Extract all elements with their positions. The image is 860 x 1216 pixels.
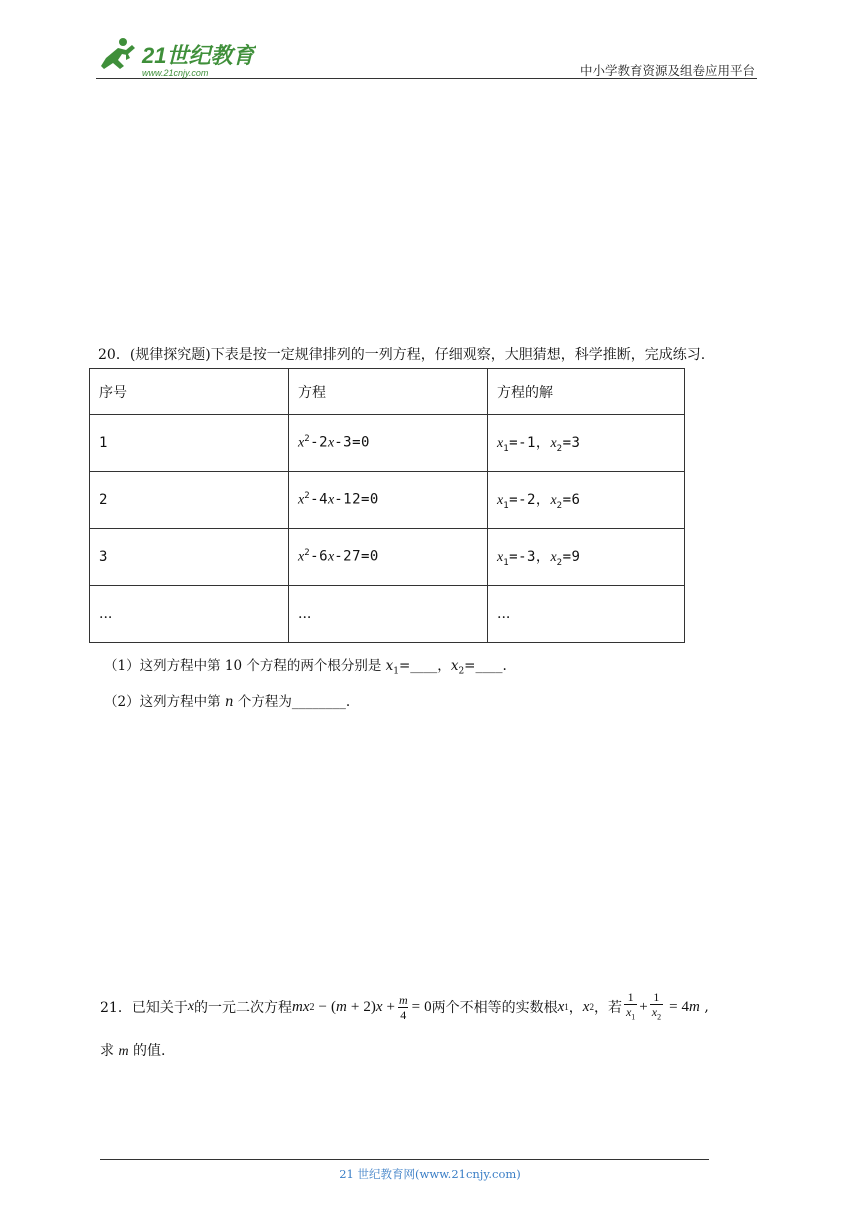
row-solution: ... bbox=[488, 586, 685, 643]
table-row bbox=[90, 472, 685, 529]
question-20-part-2: （2）这列方程中第 n 个方程为________. bbox=[104, 694, 351, 710]
row-equation: $x^2-2x-3=0$ bbox=[289, 415, 488, 472]
row-index: 2 bbox=[90, 472, 289, 529]
header-solution: 方程的解 bbox=[488, 369, 685, 415]
logo-url: www.21cnjy.com bbox=[142, 68, 209, 78]
logo-text: 21世纪教育 bbox=[142, 43, 255, 68]
header-equation: 方程 bbox=[289, 369, 488, 415]
table-row bbox=[90, 586, 685, 643]
table-header-row bbox=[90, 369, 685, 415]
header-divider bbox=[96, 78, 757, 79]
row-solution: $x_1=-2$，$x_2=6$ bbox=[488, 472, 685, 529]
header-slogan: 中小学教育资源及组卷应用平台 bbox=[579, 63, 755, 78]
row-index: 3 bbox=[90, 529, 289, 586]
header-index: 序号 bbox=[90, 369, 289, 415]
row-equation: $x^2-6x-27=0$ bbox=[289, 529, 488, 586]
site-logo bbox=[96, 36, 256, 80]
footer-divider bbox=[100, 1159, 709, 1160]
row-equation: ... bbox=[289, 586, 488, 643]
question-20-stem: 20．(规律探究题)下表是按一定规律排列的一列方程，仔细观察，大胆猜想，科学推断，完成练习. bbox=[98, 347, 706, 363]
reciprocal-sum-condition: $\frac{1}{x_1}$ + $\frac{1}{x_2}$ = 4 m bbox=[622, 990, 700, 1024]
row-solution: $x_1=-1$，$x_2=3$ bbox=[488, 415, 685, 472]
table-row bbox=[90, 529, 685, 586]
question-20-part-1: （1）这列方程中第 10 个方程的两个根分别是 $x_1=\_\_\_\_$，$x_2=\_\_\_\_$. bbox=[104, 658, 507, 677]
row-index: 1 bbox=[90, 415, 289, 472]
table-row bbox=[90, 415, 685, 472]
question-21-ask: 求 m 的值. bbox=[100, 1043, 166, 1059]
equation-table bbox=[89, 368, 685, 643]
footer-link[interactable]: 21 世纪教育网(www.21cnjy.com) bbox=[339, 1167, 521, 1181]
row-index: ... bbox=[90, 586, 289, 643]
quadratic-equation: mx 2 − ( m + 2) x + $\frac{m}{4}$ = 0 bbox=[292, 992, 432, 1022]
row-solution: $x_1=-3$，$x_2=9$ bbox=[488, 529, 685, 586]
row-equation: $x^2-4x-12=0$ bbox=[289, 472, 488, 529]
question-21-stem: 21．已知关于 x 的一元二次方程 mx 2 − ( m + 2) x + $\frac{m}{4}$ = 0 两个不相等的实数根 x 1 ， x 2 ，若 $\frac{1}{x_1}$ + $\frac{1}{x_2}$ = 4 m , bbox=[100, 990, 709, 1024]
